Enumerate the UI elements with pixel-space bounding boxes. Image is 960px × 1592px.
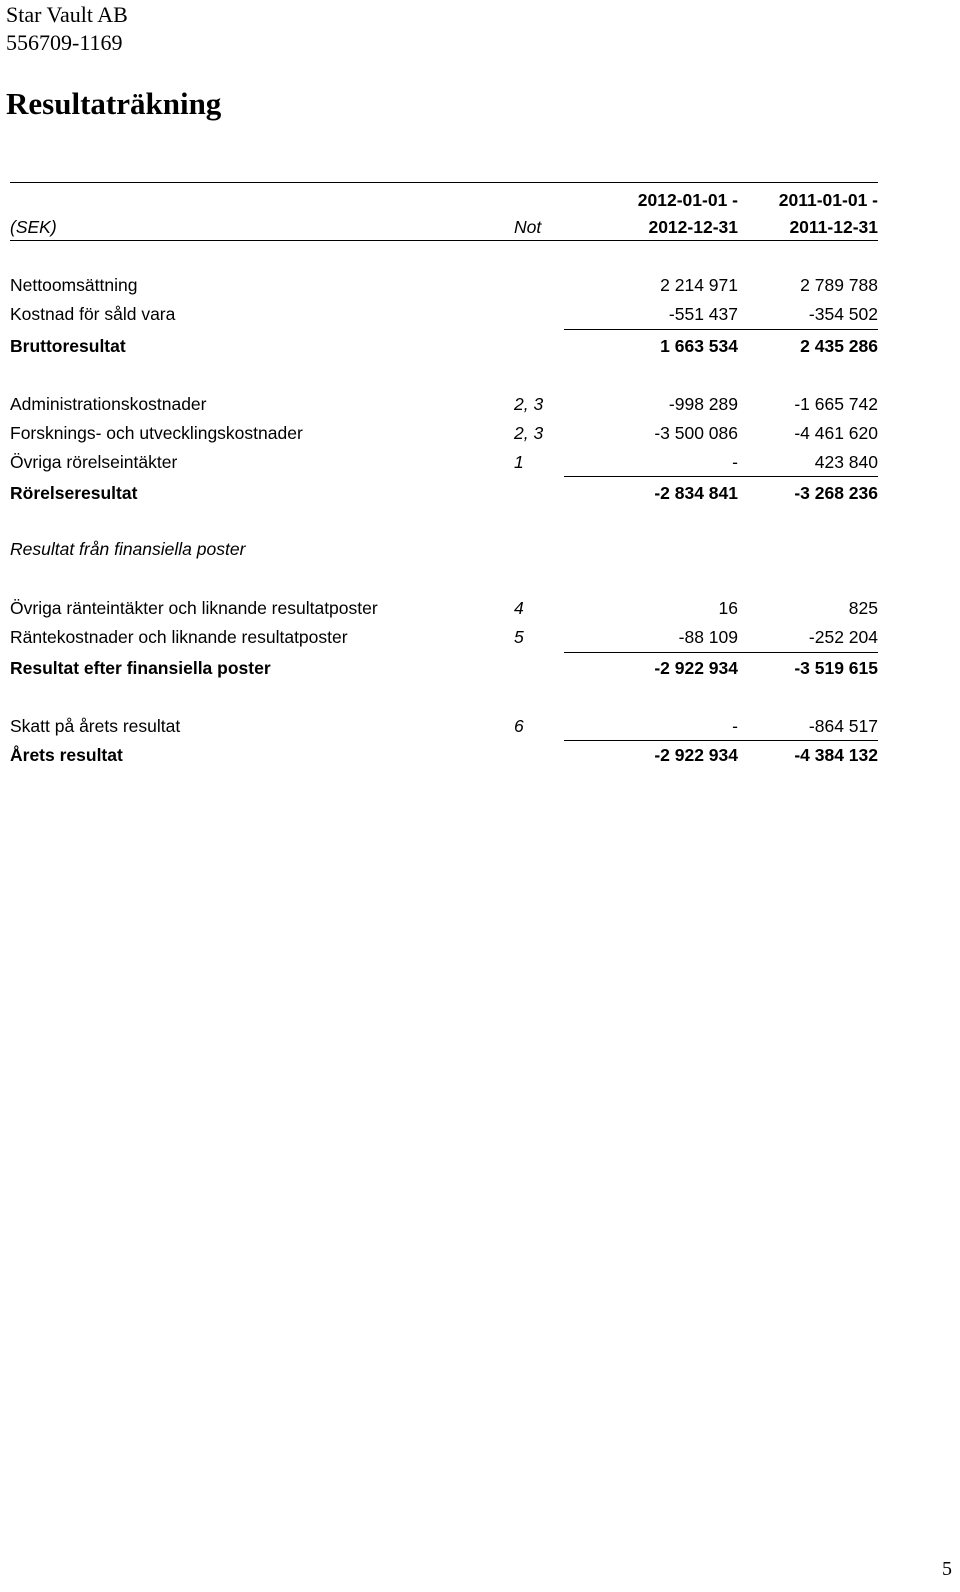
row-note: 2, 3 [514, 423, 544, 443]
row-value-2011: -354 502 [808, 304, 878, 324]
row-note: 5 [514, 627, 524, 647]
table-row [10, 478, 878, 508]
period-2-start: 2011-01-01 - [778, 190, 878, 210]
table-row [10, 389, 878, 419]
row-value-2011: -3 519 615 [794, 658, 878, 678]
table-row [10, 447, 878, 477]
note-column-header: Not [514, 217, 542, 237]
row-label: Nettoomsättning [10, 275, 138, 295]
company-name: Star Vault AB [6, 2, 128, 27]
row-label: Övriga rörelseintäkter [10, 452, 178, 472]
section-heading-row [10, 534, 878, 564]
row-value-2012: -2 922 934 [654, 658, 738, 678]
row-note: 1 [514, 452, 524, 472]
table-row [10, 270, 878, 300]
page-number: 5 [942, 1558, 952, 1580]
row-value-2011: -252 204 [808, 627, 878, 647]
currency-label: (SEK) [10, 217, 57, 237]
table-top-rule [10, 182, 878, 183]
table-row [10, 331, 878, 361]
row-value-2011: -864 517 [808, 716, 878, 736]
row-value-2011: 2 789 788 [800, 275, 878, 295]
row-label: Resultat efter finansiella poster [10, 658, 271, 678]
row-value-2012: -2 922 934 [654, 745, 738, 765]
row-value-2012: 16 [718, 598, 738, 618]
row-label: Räntekostnader och liknande resultatposter [10, 627, 348, 647]
section-heading: Resultat från finansiella poster [10, 539, 246, 559]
row-value-2011: 2 435 286 [800, 336, 878, 356]
row-note: 6 [514, 716, 524, 736]
row-label: Skatt på årets resultat [10, 716, 181, 736]
row-label: Forsknings- och utvecklingskostnader [10, 423, 303, 443]
row-value-2011: 423 840 [814, 452, 878, 472]
row-label: Årets resultat [10, 745, 123, 765]
row-label: Bruttoresultat [10, 336, 126, 356]
table-header-line-1 [10, 185, 878, 215]
row-value-2012: 2 214 971 [660, 275, 738, 295]
row-value-2012: -998 289 [668, 394, 738, 414]
row-note: 2, 3 [514, 394, 544, 414]
period-1-end: 2012-12-31 [648, 217, 738, 237]
row-label: Kostnad för såld vara [10, 304, 176, 324]
row-value-2011: -4 384 132 [794, 745, 878, 765]
row-value-2012: - [732, 716, 738, 736]
period-1-start: 2012-01-01 - [637, 190, 738, 210]
row-value-2012: - [732, 452, 738, 472]
header-rule [10, 240, 878, 241]
row-label: Övriga ränteintäkter och liknande resultatposter [10, 598, 378, 618]
table-row [10, 711, 878, 741]
table-row [10, 740, 878, 770]
row-value-2011: -1 665 742 [794, 394, 878, 414]
row-value-2012: -551 437 [668, 304, 738, 324]
table-row [10, 299, 878, 329]
org-number: 556709-1169 [6, 30, 123, 55]
row-label: Administrationskostnader [10, 394, 207, 414]
row-value-2012: -3 500 086 [654, 423, 738, 443]
table-row [10, 653, 878, 683]
row-value-2012: -2 834 841 [654, 483, 738, 503]
row-note: 4 [514, 598, 524, 618]
row-label: Rörelseresultat [10, 483, 138, 503]
period-2-end: 2011-12-31 [789, 217, 878, 237]
row-value-2011: -3 268 236 [794, 483, 878, 503]
row-value-2012: -88 109 [678, 627, 738, 647]
page-title: Resultaträkning [6, 86, 222, 121]
table-row [10, 622, 878, 652]
table-header-line-2 [10, 212, 878, 242]
row-value-2011: 825 [848, 598, 878, 618]
table-row [10, 593, 878, 623]
table-row [10, 418, 878, 448]
row-value-2012: 1 663 534 [660, 336, 738, 356]
row-value-2011: -4 461 620 [794, 423, 878, 443]
